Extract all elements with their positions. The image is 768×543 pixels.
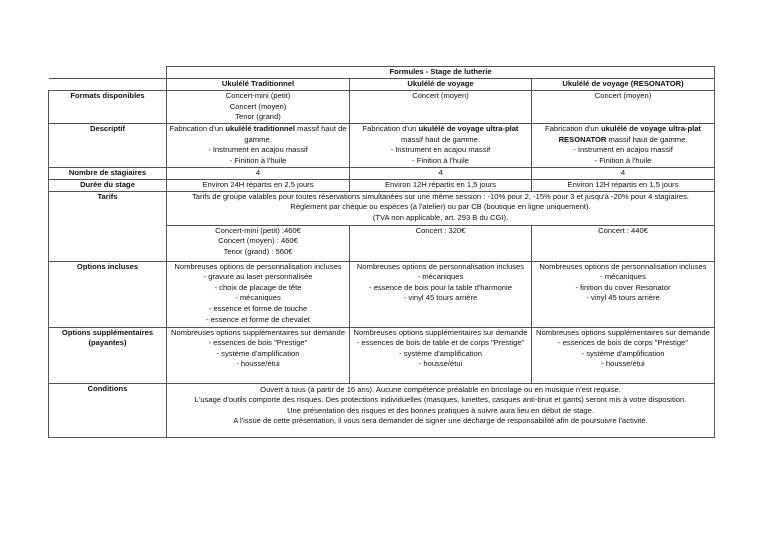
row-options [49,261,715,327]
format-item: Concert-mini (petit) [225,91,291,100]
condition-line: Ouvert à tous (à partir de 16 ans). Aucune compétence préalable en bricolage ou en musique n'est requise. [260,384,621,394]
option-item: - essence et forme de chevalet [206,314,310,324]
row-tarifs-info [49,191,715,225]
cell-formats-3 [532,91,715,124]
condition-line: Une présentation des risques et des bonnes pratiques à suivre aura lieu en début de stage. [287,405,594,415]
desc-item: - Instrument en acajou massif [390,145,491,155]
desc-text: massif haut de gamme. [401,134,480,144]
format-item: Concert (moyen) [594,91,652,100]
supp-item: - essences de bois "Prestige" [208,338,308,348]
cell-tarifs-2 [350,225,532,261]
empty-corner-2 [49,79,167,91]
option-item: Nombreuses options de personnalisation incluses [539,261,707,271]
supp-item: Nombreuses options supplémentaires sur demande [353,327,528,337]
supp-item: - essences de bois de table et de corps "Prestige" [356,338,525,348]
table-title: Formules - Stage de lutherie [167,67,715,79]
cell-supp-1 [167,327,350,383]
format-item: Concert (moyen) [229,101,287,111]
row-supplementaires [49,327,715,383]
option-item: - essence de bois pour la table d'harmonie [369,282,512,292]
desc-bold: ukulélé de voyage ultra-plat [418,124,519,133]
desc-bold: ukulélé traditionnel [225,124,296,133]
price-item: Concert (moyen) : 460€ [218,236,298,246]
cell-descriptif-3 [532,124,715,168]
row-conditions [49,383,715,437]
supp-item: - système d'amplification [216,348,300,358]
format-item: Concert (moyen) [412,91,469,100]
price-item: Concert : 320€ [415,225,466,235]
column-header-resonator: Ukulélé de voyage (RESONATOR) [532,79,715,91]
formules-table [48,66,715,438]
desc-item: - Finition à l'huile [229,155,287,165]
row-label-stagiaires: Nombre de stagiaires [49,168,167,180]
row-label-tarifs: Tarifs [49,191,167,261]
cell-options-1 [167,261,350,327]
supp-item: Nombreuses options supplémentaires sur demande [536,327,710,337]
option-item: - vinyl 45 tours arrière [403,293,478,303]
cell-supp-3 [532,327,715,383]
option-item: - mécaniques [417,272,464,282]
desc-text: Fabrication d'un [545,124,601,133]
desc-bold: ukulélé de voyage ultra-plat RESONATOR [558,124,701,144]
empty-corner [49,67,167,79]
cell-conditions [167,383,715,437]
supp-label-line: Options supplémentaires [61,327,154,337]
row-label-descriptif: Descriptif [49,124,167,168]
column-header-traditionnel: Ukulélé Traditionnel [167,79,350,91]
supp-label-line: (payantes) [88,338,127,348]
tarifs-info-line: Règlement par chèque ou espèces (à l'atelier) ou par CB (boutique en ligne uniquement). [290,202,591,212]
cell-tarifs-info [167,191,715,225]
cell-options-3 [532,261,715,327]
cell-formats-2 [350,91,532,124]
option-item: - essence et forme de touche [208,303,308,313]
tarifs-info-line: Tarifs de groupe valables pour toutes réservations simultanées sur une même session : -10% pour 2, -15% pour 3 et jusqu'à -20% pour 4 stagiaires. [192,191,690,201]
row-stagiaires [49,168,715,180]
row-label-options: Options incluses [49,261,167,327]
cell-duree-3: Environ 12H répartis en 1,5 jours [532,180,715,192]
option-item: - choix de placage de tête [214,282,302,292]
cell-descriptif-2 [350,124,532,168]
desc-item: - Instrument en acajou massif [208,145,308,155]
cell-stagiaires-2: 4 [350,168,532,180]
cell-tarifs-3 [532,225,715,261]
option-item: Nombreuses options de personnalisation incluses [174,261,342,271]
cell-duree-1: Environ 24H répartis en 2,5 jours [167,180,350,192]
desc-item: - Finition à l'huile [412,155,469,165]
desc-text: Fabrication d'un [362,124,419,133]
row-label-supplementaires [49,327,167,383]
desc-text: Fabrication d'un [169,124,226,133]
condition-line: L'usage d'outils comporte des risques. Des protections individuelles (masques, lunettes, casques anti-bruit et gants) seront mis à votre disposition. [194,395,687,405]
supp-item: - essences de bois de corps "Prestige" [558,338,688,348]
row-label-formats: Formats disponibles [49,91,167,124]
desc-item: - Instrument en acajou massif [573,145,673,155]
cell-duree-2: Environ 12H répartis en 1,5 jours [350,180,532,192]
supp-item: Nombreuses options supplémentaires sur demande [171,327,345,337]
option-item: Nombreuses options de personnalisation incluses [356,261,525,271]
cell-formats-1 [167,91,350,124]
tarifs-info-line: (TVA non applicable, art. 293 B du CGI). [372,212,509,222]
option-item: - mécaniques [235,293,281,303]
desc-item: - Finition à l'huile [594,155,652,165]
condition-line: A l'issue de cette présentation, il vous sera demander de signer une décharge de responsabilité afin de poursuivre l'activité. [233,416,648,426]
row-formats [49,91,715,124]
supp-item: - housse/étui [418,359,463,369]
desc-text: massif haut de gamme. [606,134,688,144]
row-label-conditions: Conditions [49,383,167,437]
price-item: Concert-mini (petit) :460€ [215,225,301,235]
supp-item: - système d'amplification [399,348,482,358]
cell-options-2 [350,261,532,327]
option-item: - finition du cover Resonator [575,282,671,292]
row-label-duree: Durée du stage [49,180,167,192]
option-item: - gravure au laser personnalisée [203,272,313,282]
supp-item: - housse/étui [601,359,645,369]
supp-item: - système d'amplification [581,348,665,358]
option-item: - vinyl 45 tours arrière [586,293,660,303]
price-item: Concert : 440€ [598,225,648,235]
column-header-voyage: Ukulélé de voyage [350,79,532,91]
row-descriptif [49,124,715,168]
cell-stagiaires-3: 4 [532,168,715,180]
price-item: Tenor (grand) : 560€ [223,246,293,256]
desc-text: massif haut de gamme. [244,124,347,144]
cell-stagiaires-1: 4 [167,168,350,180]
format-item: Tenor (grand) [235,112,281,122]
cell-descriptif-1 [167,124,350,168]
row-duree [49,180,715,192]
cell-tarifs-1 [167,225,350,261]
cell-supp-2 [350,327,532,383]
option-item: - mécaniques [600,272,646,282]
supp-item: - housse/étui [236,359,280,369]
